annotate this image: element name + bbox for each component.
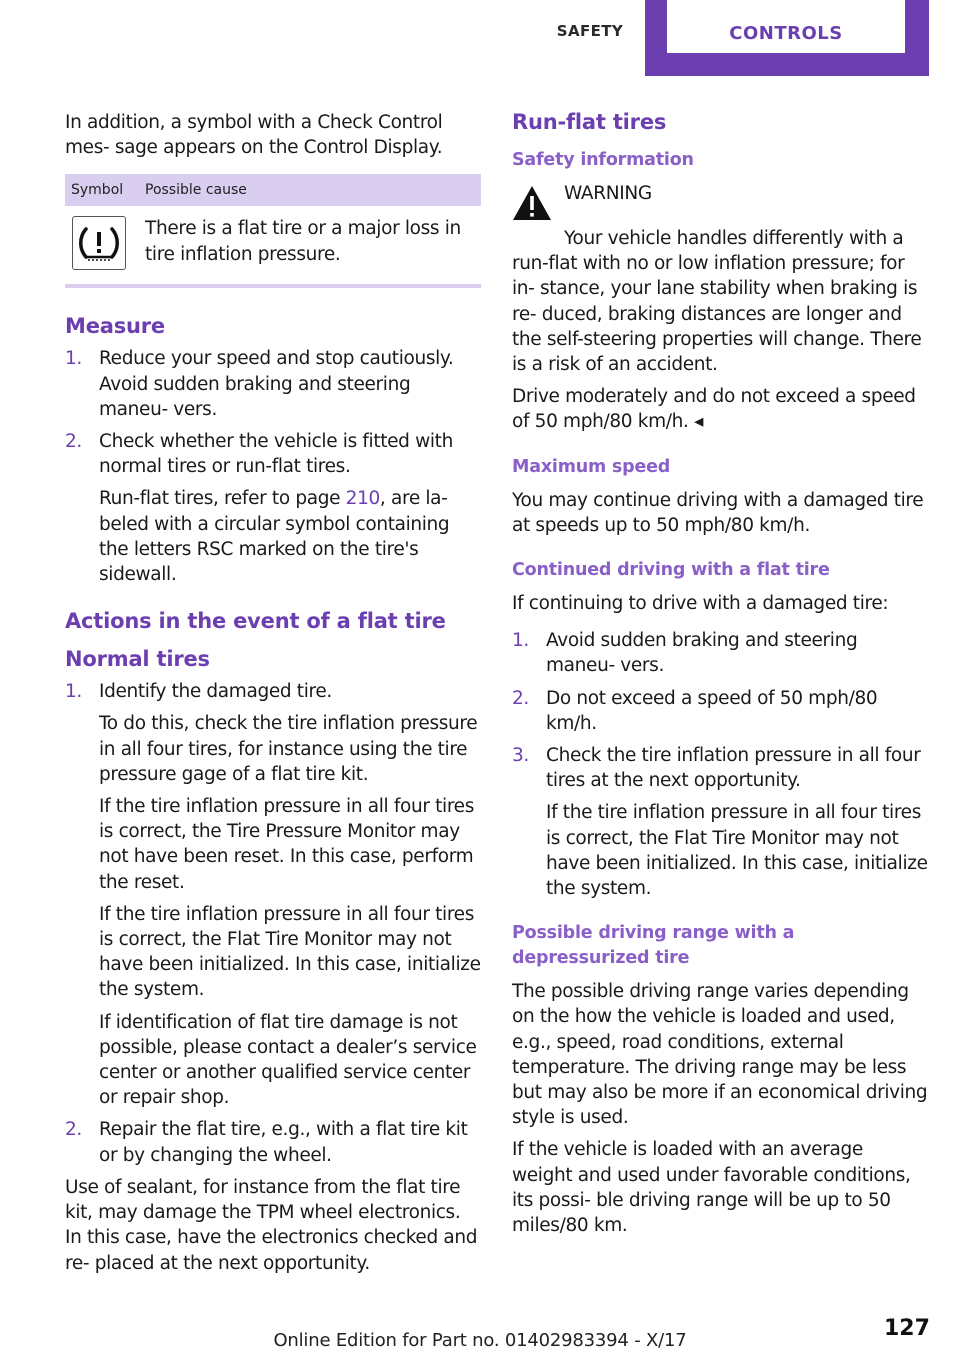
warning-end: Drive moderately and do not exceed a speed of 50 mph/80 km/h. ◂ — [512, 386, 916, 433]
step-text: Repair the flat tire, e.g., with a flat tire kit or by changing the wheel. — [99, 1119, 468, 1166]
continued-steps — [512, 628, 928, 901]
list-item — [65, 429, 481, 587]
symbol-column-header: Symbol — [65, 174, 139, 206]
step-number: 1. — [512, 630, 529, 652]
driving-range-paragraph: The possible driving range varies depending on the how the vehicle is loaded and used, e.g., speed, road conditions, external temperature. The driving range may be less but may also be more if an economical driving style is used. — [512, 981, 928, 1129]
step-number: 2. — [65, 1119, 82, 1141]
step-number: 1. — [65, 681, 82, 703]
list-item — [512, 743, 928, 901]
step-text: Avoid sudden braking and steering maneu- vers. — [546, 630, 858, 677]
measure-steps — [65, 346, 481, 587]
max-speed-heading: Maximum speed — [512, 456, 671, 477]
possible-cause-text: There is a flat tire or a major loss in tire inflation pressure. — [145, 218, 461, 265]
actions-heading: Actions in the event of a flat tire — [65, 609, 446, 634]
step-paragraph: If the tire inflation pressure in all four tires is correct, the Flat Tire Monitor may not have been initialized. In this case, initialize the system. — [99, 903, 481, 1001]
tire-pressure-warning-icon — [72, 216, 126, 270]
warning-block — [512, 181, 928, 225]
max-speed-text: You may continue driving with a damaged tire at speeds up to 50 mph/80 km/h. — [512, 489, 924, 536]
run-flat-heading: Run-flat tires — [512, 110, 667, 134]
normal-tires-heading: Normal tires — [65, 647, 210, 672]
page-number: 127 — [884, 1316, 930, 1341]
edition-footer: Online Edition for Part no. 01402983394 - X/17 — [273, 1330, 687, 1351]
tab-controls[interactable]: CONTROLS — [667, 0, 905, 53]
warning-title: WARNING — [564, 183, 652, 204]
left-column — [65, 110, 481, 1283]
tab-safety[interactable]: SAFETY — [556, 22, 624, 40]
step-paragraph: If the tire inflation pressure in all four tires is correct, the Tire Pressure Monitor may not have been reset. In this case, perform the reset. — [99, 796, 475, 893]
continued-driving-heading: Continued driving with a flat tire — [512, 560, 830, 581]
normal-tires-steps — [65, 679, 481, 1168]
warning-text: Your vehicle handles differently with a run-flat with no or low inflation pressure; for in- stance, your lane stability when braking is re- duced, braking distances are longer and the self-steering properties will change. There is a risk of an accident. — [512, 228, 922, 376]
driving-range-paragraph: If the vehicle is loaded with an average weight and used under favorable conditions, its possi- ble driving range will be up to 50 miles/80 km. — [512, 1139, 911, 1237]
step-text: Reduce your speed and stop cautiously. Avoid sudden braking and steering maneu- vers. — [99, 348, 454, 420]
tab-controls-marker — [645, 0, 929, 76]
symbol-table — [65, 174, 481, 284]
step-number: 1. — [65, 348, 82, 370]
table-divider — [65, 284, 481, 288]
step-paragraph: If identification of flat tire damage is not possible, please contact a dealer’s service center or another qualified service center or repair shop. — [99, 1011, 477, 1109]
continued-intro: If continuing to drive with a damaged tire: — [512, 593, 889, 615]
list-item — [512, 628, 928, 678]
step-number: 2. — [65, 431, 82, 453]
step-text: Do not exceed a speed of 50 mph/80 km/h. — [546, 687, 878, 734]
measure-heading: Measure — [65, 314, 165, 339]
intro-paragraph: In addition, a symbol with a Check Control mes- sage appears on the Control Display. — [65, 112, 443, 159]
step-number: 2. — [512, 687, 529, 709]
step-text: Identify the damaged tire. — [99, 681, 332, 703]
page-link[interactable]: 210 — [345, 488, 380, 510]
list-item — [65, 1117, 481, 1167]
cause-column-header: Possible cause — [139, 174, 481, 206]
step-text: Check the tire inflation pressure in all four tires at the next opportunity. — [546, 745, 921, 792]
warning-icon — [512, 185, 552, 221]
sealant-paragraph: Use of sealant, for instance from the flat tire kit, may damage the TPM wheel electronics. In this case, have the electronics checked and re- placed at the next opportunity. — [65, 1176, 478, 1274]
step-subtext: If the tire inflation pressure in all four tires is correct, the Flat Tire Monitor may not have been initialized. In this case, initialize the system. — [546, 802, 928, 900]
step-subtext: Run-flat tires, refer to page 210, are la- beled with a circular symbol containing the letters RSC marked on the tire's sidewall. — [99, 488, 450, 586]
step-text: Check whether the vehicle is fitted with normal tires or run-flat tires. — [99, 431, 453, 478]
step-number: 3. — [512, 745, 529, 767]
right-column — [512, 110, 928, 1245]
list-item — [65, 346, 481, 422]
list-item — [512, 686, 928, 736]
driving-range-heading: Possible driving range with a depressurized tire — [512, 923, 795, 969]
list-item — [65, 679, 481, 1110]
safety-info-heading: Safety information — [512, 150, 694, 170]
step-paragraph: To do this, check the tire inflation pressure in all four tires, for instance using the tire pressure gage of a flat tire kit. — [99, 713, 478, 785]
